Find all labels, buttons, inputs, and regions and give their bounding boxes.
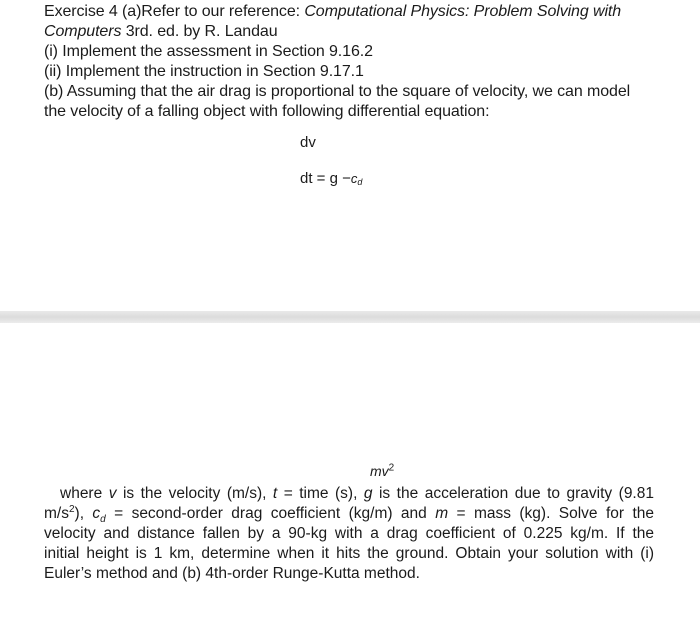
drag-coefficient-symbol: $c_d$ [350,171,363,187]
variable-description-paragraph [44,484,654,584]
denominator-exponent: 2 [388,462,395,474]
task-item-b-line1: (b) Assuming that the air drag is proportional to the square of velocity, we can model [44,83,631,100]
denominator-mass: m [370,463,382,479]
page-break-separator [0,311,700,323]
task-item-i: (i) Implement the assessment in Section 9.16.2 [44,43,373,60]
task-item-ii: (ii) Implement the instruction in Section 9.17.1 [44,63,364,80]
exercise-title-line [44,2,621,22]
paragraph-row-2: $m/s^2$), $c_d$ = second-order drag coefficient (kg/m) and m = mass (kg). Solve for the [44,503,654,526]
task-item-b-line2: the velocity of a falling object with following differential equation: [44,103,490,120]
paragraph-row-1: where v is the velocity (m/s), t = time (s), g is the acceleration due to gravity (9.81 [60,485,654,502]
equation-denominator [370,462,394,480]
paragraph-row-5: Euler’s method and (b) 4th-order Runge-Kutta method. [44,565,420,582]
equation-left-side [300,170,362,188]
paragraph-row-4: initial height is 1 km, determine when it hits the ground. Obtain your solution with (i) [44,545,654,562]
denominator-velocity: v [381,463,389,479]
equation-numerator: dv [300,134,316,151]
book-title-part2: Computers [44,23,122,40]
book-edition-author: 3rd. ed. by R. Landau [121,23,278,40]
book-title-part1: Computational Physics: Problem Solving with [304,3,622,20]
book-reference-line [44,22,278,42]
exercise-title-prefix: Exercise 4 (a)Refer to our reference: [44,3,305,20]
paragraph-row-3: velocity and distance fallen by a 90-kg with a drag coefficient of 0.225 kg/m. If the [44,525,654,542]
equation-lhs-text: dt = g − [300,170,351,187]
